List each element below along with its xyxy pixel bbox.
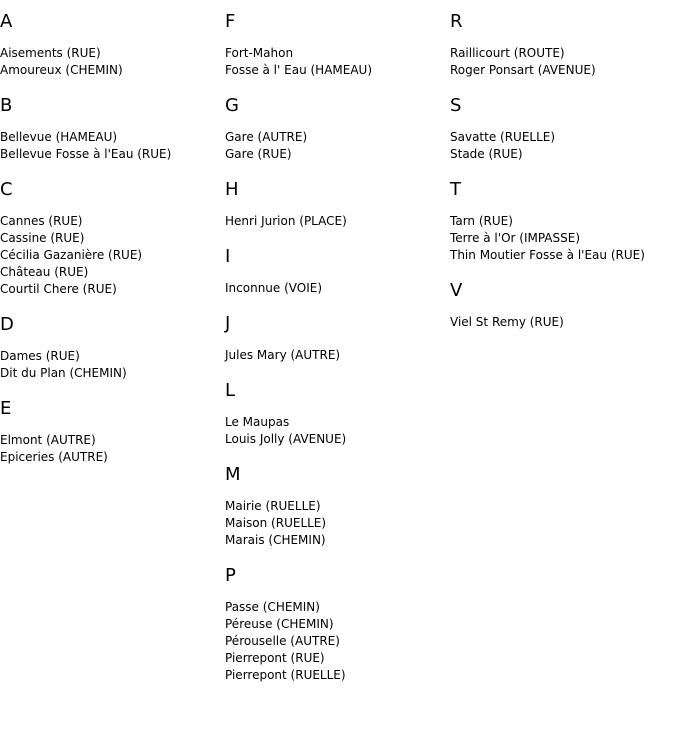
street-link[interactable]: Pérouselle (AUTRE)	[225, 634, 340, 648]
street-link[interactable]: Maison (RUELLE)	[225, 516, 327, 530]
street-link[interactable]: Cannes (RUE)	[0, 214, 83, 228]
street-link[interactable]: Château (RUE)	[0, 265, 89, 279]
street-link[interactable]: Dit du Plan (CHEMIN)	[0, 366, 127, 380]
street-link[interactable]: Marais (CHEMIN)	[225, 533, 326, 547]
street-link[interactable]: Pierrepont (RUELLE)	[225, 668, 346, 682]
letter-group-d	[0, 314, 220, 382]
street-list	[0, 45, 220, 79]
index-column-2	[225, 11, 445, 700]
street-link[interactable]: Courtil Chere (RUE)	[0, 282, 117, 296]
letter-group-h	[225, 179, 445, 230]
street-list	[0, 432, 220, 466]
street-link[interactable]: Tarn (RUE)	[450, 214, 513, 228]
letter-heading: F	[225, 11, 236, 32]
letter-group-g	[225, 95, 445, 163]
street-link[interactable]: Mairie (RUELLE)	[225, 499, 321, 513]
letter-group-a	[0, 11, 220, 79]
street-link[interactable]: Thin Moutier Fosse à l'Eau (RUE)	[450, 248, 645, 262]
street-link[interactable]: Louis Jolly (AVENUE)	[225, 432, 347, 446]
street-link[interactable]: Le Maupas	[225, 415, 290, 429]
street-link[interactable]: Bellevue (HAMEAU)	[0, 130, 118, 144]
letter-group-b	[0, 95, 220, 163]
street-list	[225, 347, 445, 364]
letter-heading: G	[225, 95, 239, 116]
street-link[interactable]: Henri Jurion (PLACE)	[225, 214, 347, 228]
street-list	[450, 45, 670, 79]
index-column-3	[450, 11, 670, 347]
letter-group-t	[450, 179, 670, 264]
street-list	[225, 129, 445, 163]
street-link[interactable]: Jules Mary (AUTRE)	[225, 348, 341, 362]
letter-group-v	[450, 280, 670, 331]
street-list	[0, 129, 220, 163]
street-link[interactable]: Roger Ponsart (AVENUE)	[450, 63, 596, 77]
street-link[interactable]: Fosse à l' Eau (HAMEAU)	[225, 63, 373, 77]
street-list	[450, 314, 670, 331]
letter-heading: S	[450, 95, 462, 116]
letter-heading: M	[225, 464, 241, 485]
street-link[interactable]: Pierrepont (RUE)	[225, 651, 325, 665]
street-list	[225, 280, 445, 297]
street-link[interactable]: Terre à l'Or (IMPASSE)	[450, 231, 581, 245]
street-link[interactable]: Fort-Mahon	[225, 46, 294, 60]
street-list	[225, 498, 445, 549]
index-column-1	[0, 11, 220, 482]
street-list	[225, 599, 445, 684]
letter-heading: D	[0, 314, 14, 335]
letter-group-j	[225, 313, 445, 364]
letter-group-e	[0, 398, 220, 466]
letter-group-m	[225, 464, 445, 549]
letter-group-p	[225, 565, 445, 684]
letter-heading: T	[450, 179, 461, 200]
street-list	[225, 414, 445, 448]
letter-group-f	[225, 11, 445, 79]
street-link[interactable]: Cassine (RUE)	[0, 231, 85, 245]
letter-group-c	[0, 179, 220, 298]
letter-heading: I	[225, 246, 231, 267]
street-link[interactable]: Amoureux (CHEMIN)	[0, 63, 123, 77]
street-list	[450, 213, 670, 264]
letter-group-i	[225, 246, 445, 297]
letter-group-l	[225, 380, 445, 448]
street-link[interactable]: Passe (CHEMIN)	[225, 600, 320, 614]
street-link[interactable]: Gare (AUTRE)	[225, 130, 308, 144]
street-link[interactable]: Bellevue Fosse à l'Eau (RUE)	[0, 147, 172, 161]
street-link[interactable]: Epiceries (AUTRE)	[0, 450, 108, 464]
street-link[interactable]: Elmont (AUTRE)	[0, 433, 96, 447]
letter-heading: E	[0, 398, 12, 419]
street-link[interactable]: Dames (RUE)	[0, 349, 80, 363]
letter-heading: V	[450, 280, 463, 301]
letter-group-r	[450, 11, 670, 79]
street-link[interactable]: Péreuse (CHEMIN)	[225, 617, 334, 631]
street-list	[450, 129, 670, 163]
street-list	[225, 45, 445, 79]
letter-heading: R	[450, 11, 463, 32]
letter-heading: P	[225, 565, 236, 586]
letter-group-s	[450, 95, 670, 163]
letter-heading: H	[225, 179, 239, 200]
street-list	[0, 213, 220, 298]
street-list	[0, 348, 220, 382]
letter-heading: J	[225, 313, 231, 334]
street-link[interactable]: Savatte (RUELLE)	[450, 130, 556, 144]
street-link[interactable]: Viel St Remy (RUE)	[450, 315, 564, 329]
letter-heading: A	[0, 11, 13, 32]
street-link[interactable]: Aisements (RUE)	[0, 46, 101, 60]
street-link[interactable]: Gare (RUE)	[225, 147, 292, 161]
street-link[interactable]: Stade (RUE)	[450, 147, 523, 161]
letter-heading: B	[0, 95, 13, 116]
street-link[interactable]: Inconnue (VOIE)	[225, 281, 323, 295]
street-link[interactable]: Raillicourt (ROUTE)	[450, 46, 565, 60]
letter-heading: C	[0, 179, 13, 200]
letter-heading: L	[225, 380, 236, 401]
street-list	[225, 213, 445, 230]
street-link[interactable]: Cécilia Gazanière (RUE)	[0, 248, 143, 262]
